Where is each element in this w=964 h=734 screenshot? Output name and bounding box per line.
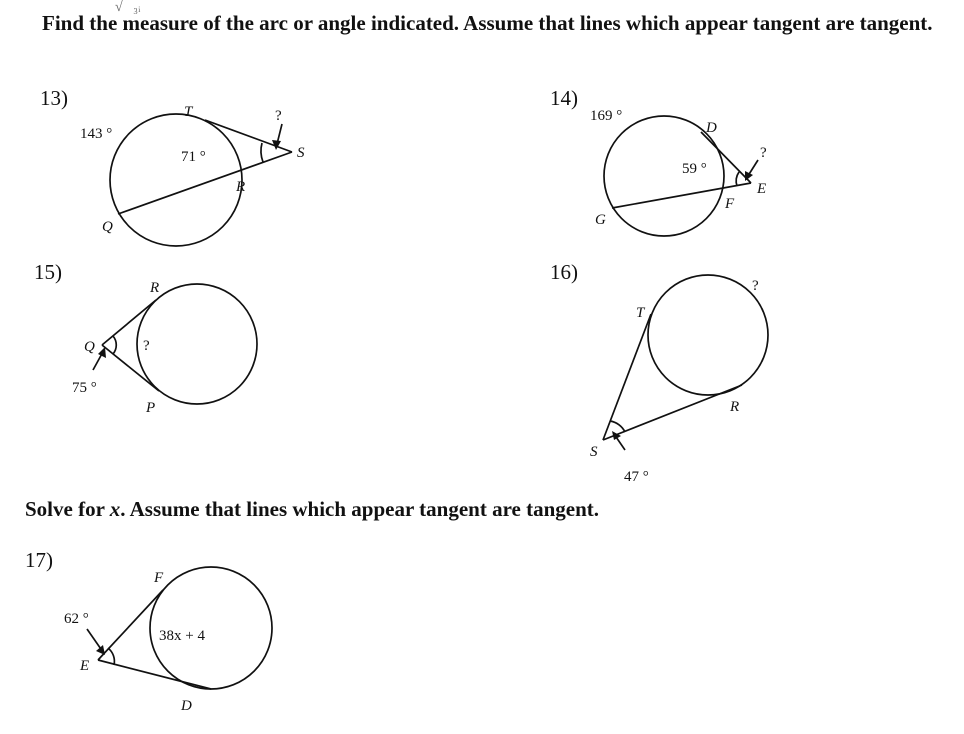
label-F: F: [725, 196, 735, 212]
label-S: S: [590, 444, 598, 460]
label-E: E: [757, 181, 767, 197]
label-E: E: [80, 658, 90, 674]
label-Q: Q: [102, 219, 113, 235]
label-R: R: [150, 280, 160, 296]
angle-measure-label: 62 °: [64, 611, 89, 627]
inner-angle-label: 71 °: [181, 149, 206, 165]
label-R: R: [730, 399, 740, 415]
arc-measure-label: 169 °: [590, 108, 623, 124]
arc-expression-label: 38x + 4: [159, 628, 205, 644]
label-T: T: [636, 305, 645, 321]
label-R: R: [236, 179, 246, 195]
problem-16-number: 16): [550, 260, 578, 284]
label-G: G: [595, 212, 606, 228]
angle-measure-label: 47 °: [624, 469, 649, 485]
label-P: P: [146, 400, 156, 416]
label-T: T: [184, 104, 193, 120]
unknown-label: ?: [760, 145, 767, 161]
instruction-suffix: . Assume that lines which appear tangent are tangent.: [120, 497, 600, 521]
p17-arrow-head: [96, 645, 105, 655]
unknown-label: ?: [275, 108, 282, 124]
problem-15-number: 15): [34, 260, 62, 284]
instruction-prefix: Solve for: [25, 497, 110, 521]
label-S: S: [297, 145, 305, 161]
label-D: D: [181, 698, 192, 714]
problem-17-number: 17): [25, 548, 53, 572]
instruction-arc-angle: Find the measure of the arc or angle indicated. Assume that lines which appear tangent are tangent.: [42, 11, 933, 35]
instruction-variable: x: [109, 497, 121, 521]
problem-13-number: 13): [40, 86, 68, 110]
label-F: F: [154, 570, 164, 586]
unknown-label: ?: [752, 278, 759, 294]
angle-measure-label: 75 °: [72, 380, 97, 396]
unknown-label: ?: [143, 338, 150, 354]
label-D: D: [706, 120, 717, 136]
arc-measure-label: 143 °: [80, 126, 113, 142]
inner-angle-label: 59 °: [682, 161, 707, 177]
problem-14-number: 14): [550, 86, 578, 110]
top-cut-off-text: √ ₃ᵢ: [115, 0, 141, 15]
label-Q: Q: [84, 339, 95, 355]
